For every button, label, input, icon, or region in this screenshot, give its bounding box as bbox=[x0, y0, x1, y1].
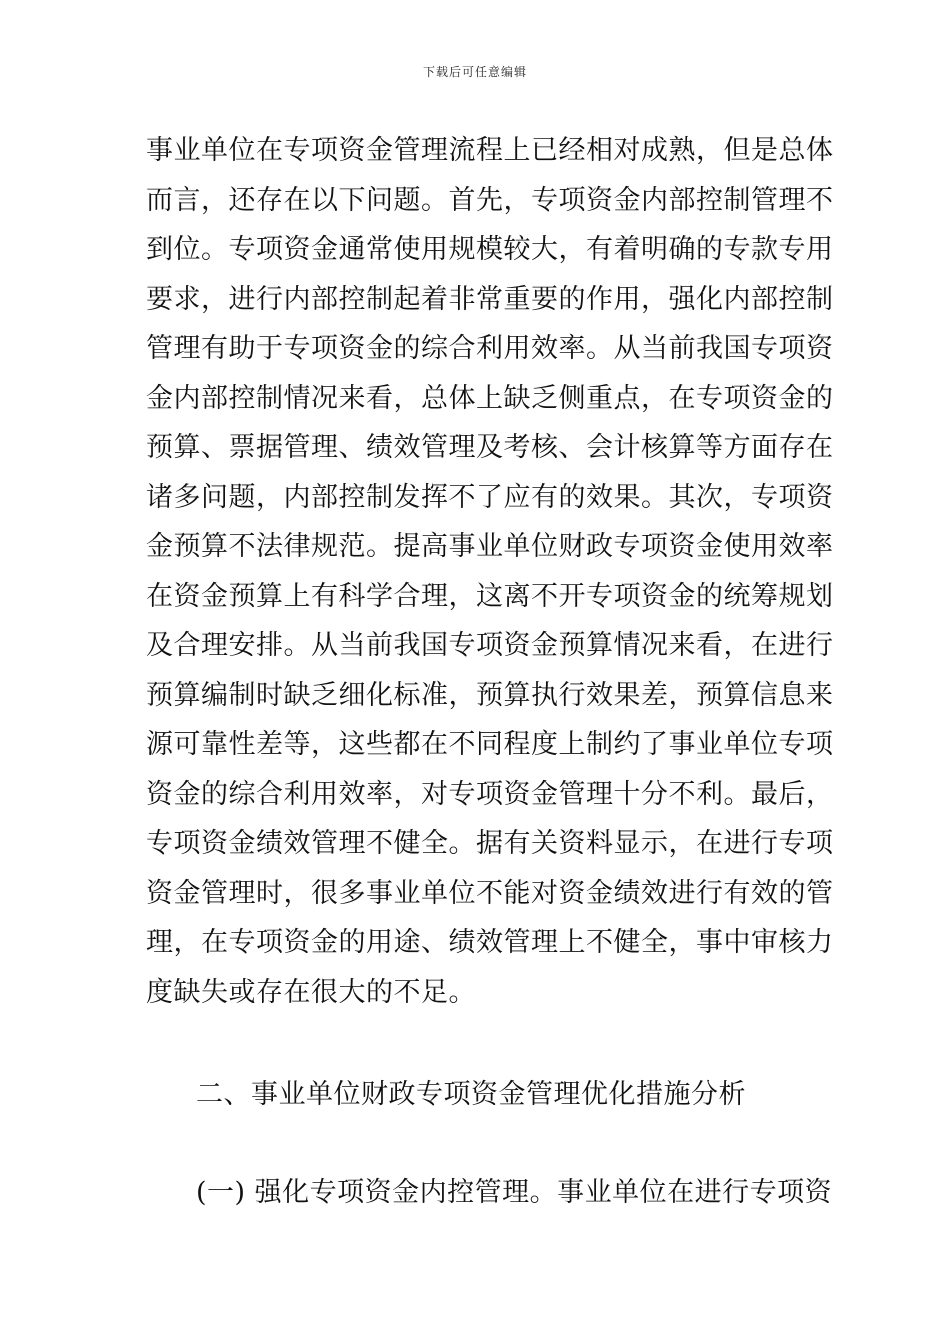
paragraph-line: 及合理安排。从当前我国专项资金预算情况来看，在进行 bbox=[146, 630, 834, 661]
paragraph-line: 源可靠性差等，这些都在不同程度上制约了事业单位专项 bbox=[146, 729, 834, 760]
paragraph-line: 诸多问题，内部控制发挥不了应有的效果。其次，专项资 bbox=[146, 481, 834, 513]
paragraph-problems bbox=[146, 126, 834, 1017]
subsection-paragraph: (一) 强化专项资金内控管理。事业单位在进行专项资 bbox=[196, 1177, 833, 1208]
paragraph-line: 在资金预算上有科学合理，这离不开专项资金的统筹规划 bbox=[146, 580, 834, 612]
paragraph-line: 预算、票据管理、绩效管理及考核、会计核算等方面存在 bbox=[146, 432, 834, 463]
paragraph-line: 预算编制时缺乏细化标准，预算执行效果差，预算信息来 bbox=[146, 679, 834, 711]
paragraph-line: 管理有助于专项资金的综合利用效率。从当前我国专项资 bbox=[146, 333, 834, 364]
paragraph-line: 要求，进行内部控制起着非常重要的作用，强化内部控制 bbox=[146, 283, 834, 315]
paragraph-line: 专项资金绩效管理不健全。据有关资料显示，在进行专项 bbox=[146, 828, 834, 859]
paragraph-line: 到位。专项资金通常使用规模较大，有着明确的专款专用 bbox=[146, 234, 834, 265]
section-heading: 二、事业单位财政专项资金管理优化措施分析 bbox=[196, 1079, 746, 1110]
paragraph-line: 资金的综合利用效率，对专项资金管理十分不利。最后， bbox=[146, 778, 834, 810]
paragraph-line: 而言，还存在以下问题。首先，专项资金内部控制管理不 bbox=[146, 184, 834, 216]
paragraph-line: 资金管理时，很多事业单位不能对资金绩效进行有效的管 bbox=[146, 877, 834, 909]
page-header: 下载后可任意编辑 bbox=[422, 65, 527, 79]
paragraph-line: 金预算不法律规范。提高事业单位财政专项资金使用效率 bbox=[146, 531, 834, 562]
paragraph-line: 事业单位在专项资金管理流程上已经相对成熟，但是总体 bbox=[146, 135, 834, 166]
paragraph-line: 理，在专项资金的用途、绩效管理上不健全，事中审核力 bbox=[146, 927, 834, 958]
paragraph-line: 度缺失或存在很大的不足。 bbox=[146, 976, 476, 1008]
paragraph-line: 金内部控制情况来看，总体上缺乏侧重点，在专项资金的 bbox=[146, 382, 834, 414]
